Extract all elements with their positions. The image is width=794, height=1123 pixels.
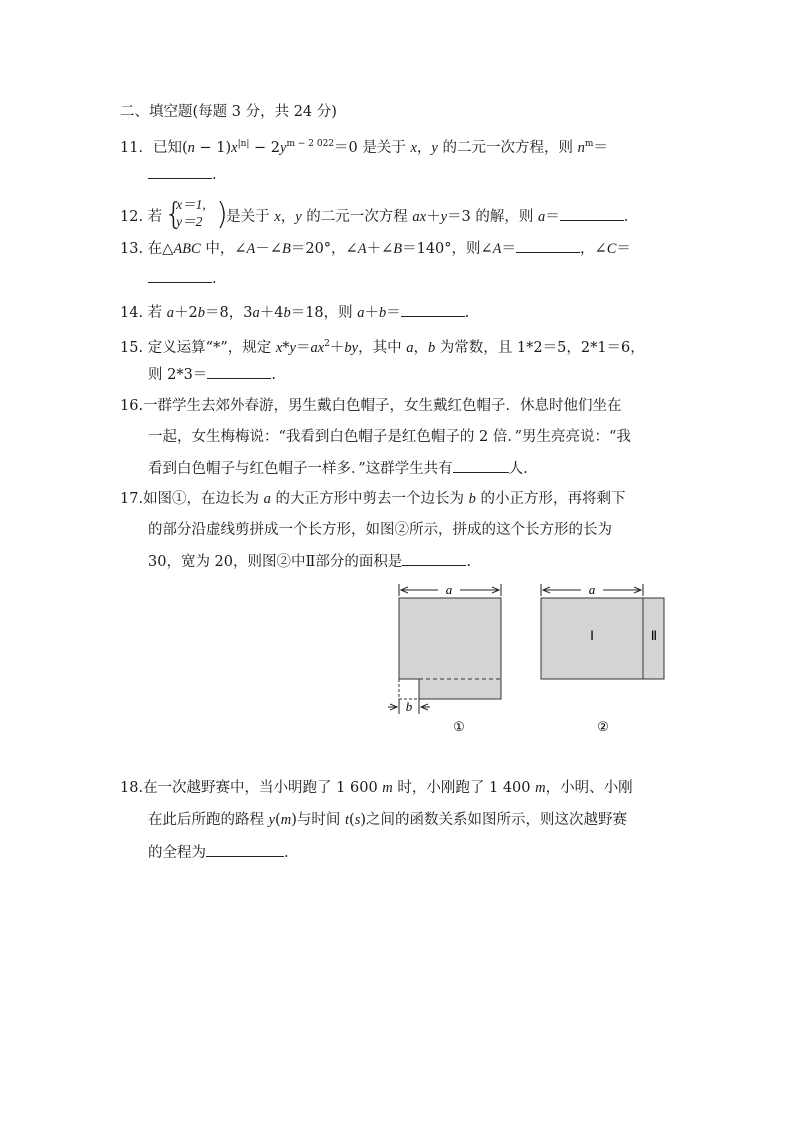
equation-system bbox=[164, 197, 228, 233]
question-16-line-3 bbox=[148, 458, 528, 479]
text: 30，宽为 20，则图②中Ⅱ部分的面积是 bbox=[148, 554, 403, 570]
exponent: 2 bbox=[324, 339, 330, 349]
left-brace-icon: { bbox=[164, 197, 184, 232]
question-17-line-2: 的部分沿虚线剪拼成一个长方形，如图②所示，拼成的这个长方形的长为 bbox=[148, 522, 612, 538]
var: ax bbox=[412, 209, 427, 225]
answer-blank[interactable] bbox=[560, 206, 624, 221]
text: 人. bbox=[508, 461, 528, 477]
question-15 bbox=[120, 334, 645, 358]
var: x bbox=[410, 139, 417, 156]
system-row-1: x＝1, bbox=[176, 197, 206, 212]
answer-blank[interactable] bbox=[207, 364, 271, 379]
var: x bbox=[275, 339, 283, 356]
var: y bbox=[280, 139, 287, 156]
var: A bbox=[357, 241, 367, 257]
period: . bbox=[623, 209, 629, 225]
period: . bbox=[212, 167, 217, 183]
text: ＝140°，则∠ bbox=[402, 241, 493, 257]
text: )之间的函数关系如图所示，则这次越野赛 bbox=[360, 812, 627, 828]
var: x bbox=[231, 139, 238, 156]
var: b bbox=[197, 305, 206, 321]
question-17 bbox=[120, 489, 626, 509]
question-18-line-3 bbox=[148, 842, 289, 863]
text: ＝ bbox=[295, 339, 311, 356]
label-a: a bbox=[445, 582, 453, 597]
var: a bbox=[406, 339, 414, 356]
period: . bbox=[284, 845, 289, 861]
var: y bbox=[440, 209, 447, 225]
question-number: 11． bbox=[120, 139, 153, 156]
text: ＋∠ bbox=[366, 241, 394, 257]
var: n bbox=[577, 139, 585, 156]
text: ＝ bbox=[593, 139, 608, 156]
unit: m bbox=[382, 780, 393, 796]
period: . bbox=[271, 367, 276, 383]
text: ＋ bbox=[364, 305, 380, 321]
unit: s bbox=[354, 812, 361, 828]
section-title: 二、填空题(每题 3 分，共 24 分) bbox=[120, 104, 337, 120]
text: 若 bbox=[147, 305, 167, 321]
label-b: b bbox=[405, 699, 413, 714]
var: by bbox=[344, 339, 359, 356]
text: 若 bbox=[147, 209, 163, 225]
var: ABC bbox=[173, 241, 201, 257]
var: y bbox=[268, 812, 276, 828]
text: －∠ bbox=[255, 241, 282, 257]
text: 的二元一次方程，则 bbox=[437, 139, 578, 156]
right-paren-icon: ) bbox=[216, 197, 228, 232]
text: ＝18，则 bbox=[290, 305, 358, 321]
large-square-remaining bbox=[399, 598, 501, 699]
text: 定义运算“*”，规定 bbox=[147, 339, 276, 356]
text: 时，小刚跑了 1 400 bbox=[392, 780, 536, 796]
exponent: m − 2 022 bbox=[286, 139, 335, 149]
text: 一群学生去郊外春游，男生戴白色帽子，女生戴红色帽子．休息时他们坐在 bbox=[143, 398, 622, 414]
text: − 1) bbox=[194, 139, 232, 156]
text: ， bbox=[280, 209, 296, 225]
var: B bbox=[282, 241, 291, 257]
var: a bbox=[357, 305, 365, 321]
question-number: 17. bbox=[120, 491, 144, 507]
text: ＝ bbox=[545, 209, 560, 225]
var: a bbox=[166, 305, 175, 321]
question-12 bbox=[120, 197, 629, 233]
question-number: 13. bbox=[120, 241, 144, 257]
text: 看到白色帽子与红色帽子一样多．”这群学生共有 bbox=[148, 461, 453, 477]
question-number: 14. bbox=[120, 305, 144, 321]
var: A bbox=[492, 241, 502, 257]
question-number: 18. bbox=[120, 780, 144, 796]
figure-2 bbox=[541, 582, 664, 734]
question-18 bbox=[120, 778, 633, 798]
text: ，小明、小刚 bbox=[545, 780, 633, 796]
text: − 2 bbox=[249, 139, 281, 156]
question-13 bbox=[120, 238, 631, 259]
text: ＝8，3 bbox=[205, 305, 253, 321]
question-14 bbox=[120, 302, 469, 323]
text: 已知( bbox=[152, 139, 188, 156]
text: ＋ bbox=[329, 339, 345, 356]
var: n bbox=[187, 139, 195, 156]
text: ， bbox=[416, 139, 432, 156]
answer-blank[interactable] bbox=[516, 238, 580, 253]
var: y bbox=[295, 209, 302, 225]
text: ＝3 的解，则 bbox=[447, 209, 538, 225]
var: b bbox=[427, 339, 436, 356]
text: ＝ bbox=[386, 305, 401, 321]
var: y bbox=[431, 139, 438, 156]
var: t bbox=[344, 812, 350, 828]
var: b bbox=[379, 305, 387, 321]
text: 的小正方形，再将剩下 bbox=[475, 491, 626, 507]
question-number: 15. bbox=[120, 339, 144, 356]
text: 的全程为 bbox=[148, 845, 206, 861]
text: ＝20°，∠ bbox=[290, 241, 358, 257]
label-part-1: Ⅰ bbox=[590, 628, 594, 643]
text: 在△ bbox=[147, 241, 174, 257]
text: 为常数，且 1*2＝5，2*1＝6， bbox=[435, 339, 645, 356]
question-16 bbox=[120, 396, 622, 416]
answer-line-13 bbox=[148, 268, 217, 289]
exponent: |n| bbox=[237, 139, 250, 149]
text: 在一次越野赛中，当小明跑了 1 600 bbox=[143, 780, 383, 796]
period: . bbox=[464, 305, 470, 321]
var: b bbox=[283, 305, 291, 321]
caption-figure-2: ② bbox=[597, 719, 609, 734]
var: a bbox=[252, 305, 260, 321]
text: ＝ bbox=[616, 241, 631, 257]
text: 在此后所跑的路程 bbox=[148, 812, 269, 828]
text: ＋ bbox=[426, 209, 441, 225]
answer-blank[interactable] bbox=[401, 302, 465, 317]
var: x bbox=[274, 209, 281, 225]
answer-blank[interactable] bbox=[402, 551, 466, 566]
text: 则 2*3＝ bbox=[148, 367, 208, 383]
period: . bbox=[466, 554, 471, 570]
text: ＋4 bbox=[259, 305, 284, 321]
text: * bbox=[282, 339, 290, 356]
unit: m bbox=[280, 812, 292, 828]
text: ＝ bbox=[501, 241, 517, 257]
answer-blank[interactable] bbox=[148, 268, 212, 283]
text: ( bbox=[349, 812, 355, 828]
text: 如图①，在边长为 bbox=[143, 491, 264, 507]
label-part-2: Ⅱ bbox=[650, 628, 658, 643]
question-17-line-3 bbox=[148, 551, 471, 572]
text: 的二元一次方程 bbox=[301, 209, 413, 225]
text: ，∠ bbox=[580, 241, 607, 257]
answer-blank[interactable] bbox=[206, 842, 284, 857]
question-number: 16. bbox=[120, 398, 144, 414]
question-15-line-2 bbox=[148, 364, 276, 385]
figure-1 bbox=[388, 582, 501, 734]
answer-blank[interactable] bbox=[148, 164, 212, 179]
text: ( bbox=[275, 812, 281, 828]
question-number: 12. bbox=[120, 209, 144, 225]
exponent: m bbox=[584, 139, 594, 149]
var: a bbox=[263, 491, 271, 507]
question-18-line-2 bbox=[148, 810, 627, 830]
answer-blank[interactable] bbox=[453, 458, 509, 473]
text: 是关于 bbox=[226, 209, 275, 225]
var: B bbox=[393, 241, 403, 257]
figure-squares bbox=[0, 580, 794, 740]
label-a: a bbox=[588, 582, 596, 597]
text: )与时间 bbox=[291, 812, 345, 828]
text: ＝0 是关于 bbox=[334, 139, 411, 156]
text: ，其中 bbox=[358, 339, 407, 356]
var: C bbox=[606, 241, 617, 257]
text: 中，∠ bbox=[200, 241, 247, 257]
var: b bbox=[468, 491, 476, 507]
var: y bbox=[289, 339, 296, 356]
system-row-2: y＝2 bbox=[176, 214, 203, 229]
text: 的大正方形中剪去一个边长为 bbox=[270, 491, 469, 507]
question-11 bbox=[120, 134, 608, 158]
text: ＋2 bbox=[174, 305, 198, 321]
caption-figure-1: ① bbox=[453, 719, 465, 734]
unit: m bbox=[535, 780, 546, 796]
text: ， bbox=[413, 339, 428, 356]
var: ax bbox=[310, 339, 325, 356]
var: a bbox=[537, 209, 546, 225]
answer-line-11 bbox=[148, 164, 217, 185]
period: . bbox=[212, 271, 217, 287]
question-16-line-2: 一起，女生梅梅说：“我看到白色帽子是红色帽子的 2 倍．”男生亮亮说：“我 bbox=[148, 429, 631, 445]
var: A bbox=[246, 241, 256, 257]
